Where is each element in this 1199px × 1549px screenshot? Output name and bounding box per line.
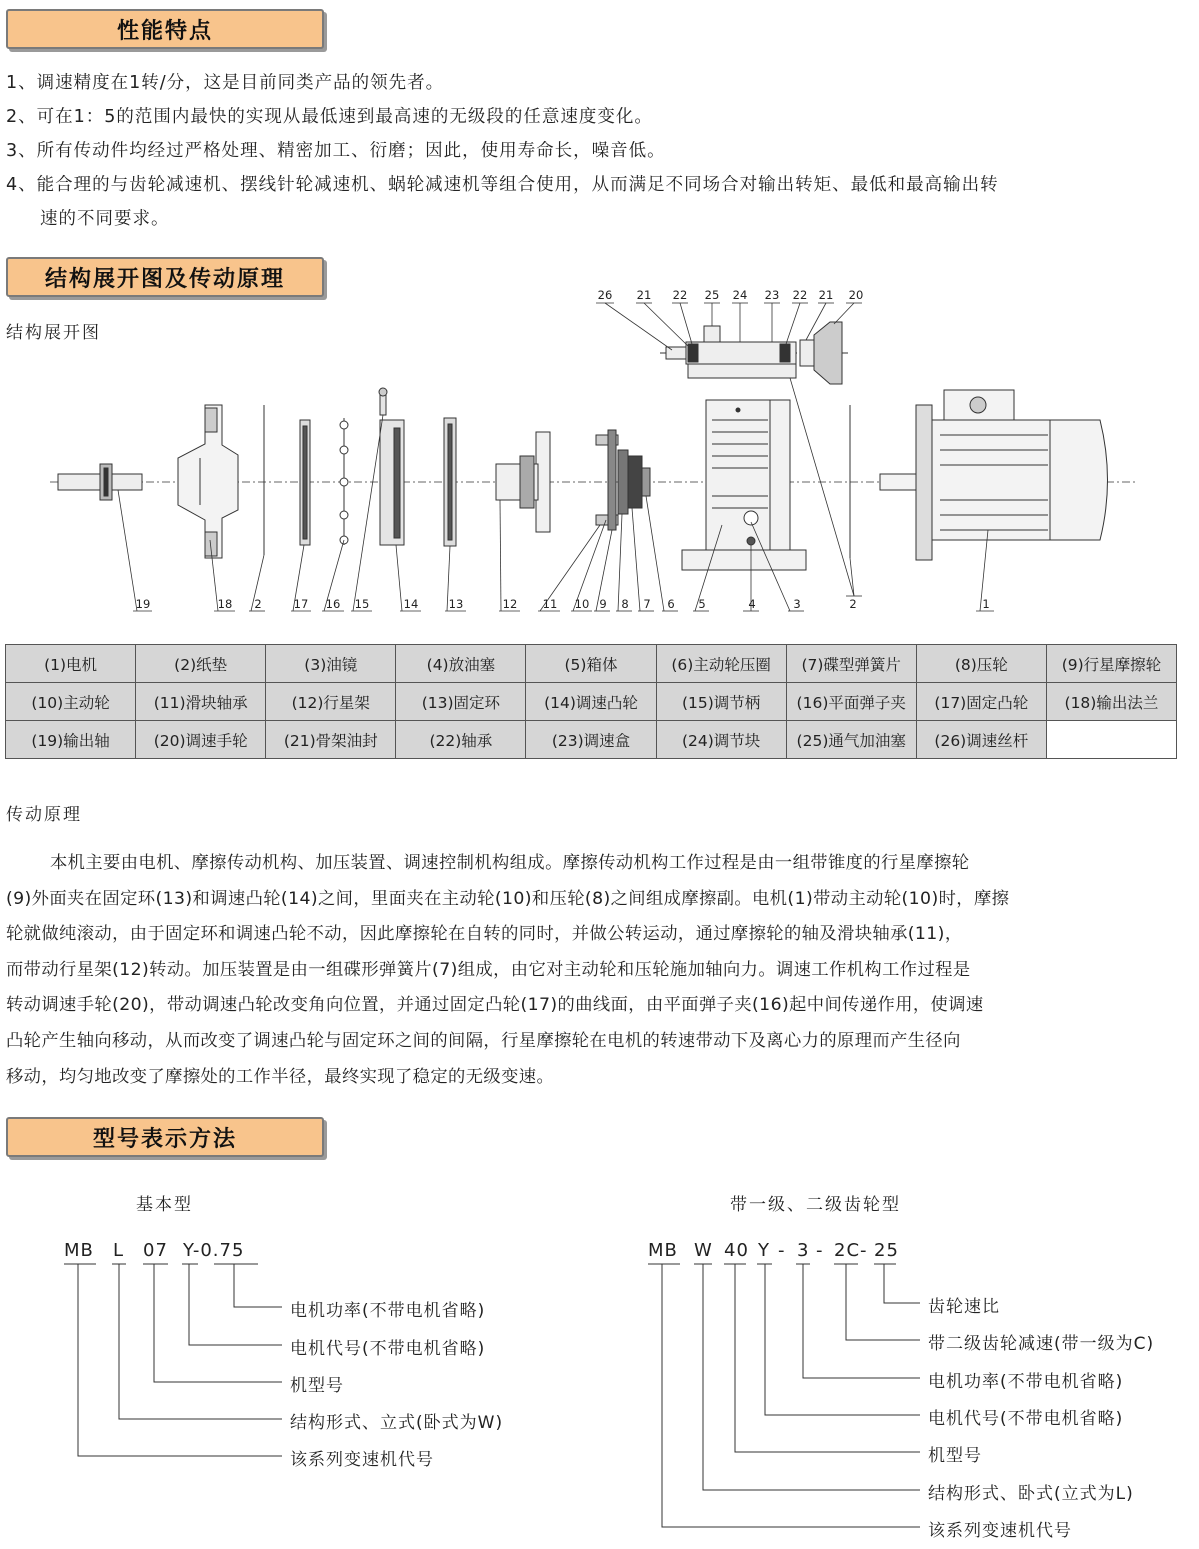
table-cell: (26)调速丝杆 (916, 721, 1046, 759)
feature-item: 4、能合理的与齿轮减速机、摆线针轮减速机、蜗轮减速机等组合使用，从而满足不同场合对输出转矩、最低和最高输出转 (6, 175, 999, 195)
principle-label: 传动原理 (6, 805, 82, 825)
callout-num: 11 (542, 597, 558, 611)
paragraph-line: 移动，均匀地改变了摩擦处的工作半径，最终实现了稳定的无级变速。 (6, 1066, 555, 1087)
table-cell: (13)固定环 (396, 683, 526, 721)
table-cell: (25)通气加油塞 (786, 721, 916, 759)
gear-desc: 该系列变速机代号 (928, 1521, 1072, 1541)
callout-num: 8 (621, 597, 629, 611)
table-cell: (20)调速手轮 (136, 721, 266, 759)
callout-num: 18 (217, 597, 233, 611)
table-cell: (8)压轮 (916, 645, 1046, 683)
model-code: 2C (834, 1240, 861, 1261)
model-code: - (860, 1240, 868, 1261)
gear-desc: 机型号 (928, 1446, 982, 1466)
table-cell: (16)平面弹子夹 (786, 683, 916, 721)
model-code: 3 (797, 1240, 810, 1261)
callout-num: 1 (982, 597, 990, 611)
table-cell: (12)行星架 (266, 683, 396, 721)
basic-desc: 电机代号(不带电机省略) (290, 1339, 486, 1359)
gear-desc: 电机代号(不带电机省略) (928, 1409, 1124, 1429)
table-cell: (3)油镜 (266, 645, 396, 683)
callout-num: 3 (793, 597, 801, 611)
model-code: 40 (724, 1240, 749, 1261)
basic-type-title: 基本型 (136, 1195, 193, 1215)
table-cell: (6)主动轮压圈 (656, 645, 786, 683)
paragraph-line: (9)外面夹在固定环(13)和调速凸轮(14)之间，里面夹在主动轮(10)和压轮(8)之间组成摩擦副。电机(1)带动主动轮(10)时，摩擦 (6, 888, 1010, 909)
callout-num: 5 (698, 597, 706, 611)
model-code: W (694, 1240, 713, 1261)
paragraph-line: 而带动行星架(12)转动。加压装置是由一组碟形弹簧片(7)组成，由它对主动轮和压轮施加轴向力。调速工作机构工作过程是 (6, 959, 971, 980)
model-code: Y (758, 1240, 770, 1261)
callout-num: 21 (636, 288, 652, 302)
callout-num: 20 (848, 288, 864, 302)
model-code: L (113, 1240, 125, 1261)
callout-num: 23 (764, 288, 780, 302)
callout-num: 21 (818, 288, 834, 302)
model-code: MB (648, 1240, 678, 1261)
feature-item: 3、所有传动件均经过严格处理、精密加工、衍磨；因此，使用寿命长，噪音低。 (6, 141, 666, 161)
table-cell: (17)固定凸轮 (916, 683, 1046, 721)
table-cell: (14)调速凸轮 (526, 683, 656, 721)
callout-num: 25 (704, 288, 720, 302)
table-cell: (18)输出法兰 (1046, 683, 1176, 721)
table-cell: (10)主动轮 (6, 683, 136, 721)
callout-num: 26 (597, 288, 613, 302)
model-header: 型号表示方法 (6, 1117, 324, 1157)
table-cell: (9)行星摩擦轮 (1046, 645, 1176, 683)
model-code: MB (64, 1240, 94, 1261)
model-code: - (778, 1240, 786, 1261)
table-cell: (1)电机 (6, 645, 136, 683)
feature-item-continued: 速的不同要求。 (40, 209, 170, 229)
callout-num: 24 (732, 288, 748, 302)
gear-desc: 结构形式、卧式(立式为L) (928, 1484, 1134, 1504)
callout-num: 17 (293, 597, 309, 611)
model-code: Y-0.75 (183, 1240, 245, 1261)
callout-num: 16 (325, 597, 341, 611)
callout-num: 15 (354, 597, 370, 611)
gear-desc: 带二级齿轮减速(带一级为C) (928, 1334, 1155, 1354)
gear-type-title: 带一级、二级齿轮型 (730, 1195, 901, 1215)
table-cell: (15)调节柄 (656, 683, 786, 721)
callout-num: 4 (748, 597, 756, 611)
basic-desc: 结构形式、立式(卧式为W) (290, 1413, 504, 1433)
gear-desc: 齿轮速比 (928, 1297, 1000, 1317)
model-code: - (816, 1240, 824, 1261)
paragraph-line: 轮就做纯滚动，由于固定环和调速凸轮不动，因此摩擦轮在自转的同时，并做公转运动，通过摩擦轮的轴及滑块轴承(11)， (6, 924, 963, 945)
callout-num: 7 (643, 597, 651, 611)
model-code: 07 (143, 1240, 168, 1261)
callout-num: 14 (403, 597, 419, 611)
callout-num: 9 (599, 597, 607, 611)
callout-num: 19 (135, 597, 151, 611)
features-header: 性能特点 (6, 9, 324, 49)
structure-header: 结构展开图及传动原理 (6, 257, 324, 297)
callout-num: 13 (448, 597, 464, 611)
feature-item: 2、可在1：5的范围内最快的实现从最低速到最高速的无级段的任意速度变化。 (6, 107, 653, 127)
callout-num: 2 (849, 597, 857, 611)
callout-num: 22 (792, 288, 808, 302)
gear-desc: 电机功率(不带电机省略) (928, 1372, 1124, 1392)
table-cell: (24)调节块 (656, 721, 786, 759)
table-cell: (11)滑块轴承 (136, 683, 266, 721)
table-cell: (7)碟型弹簧片 (786, 645, 916, 683)
paragraph-line: 凸轮产生轴向移动，从而改变了调速凸轮与固定环之间的间隔，行星摩擦轮在电机的转速带动下及离心力的原理而产生径向 (6, 1030, 961, 1051)
table-cell: (2)纸垫 (136, 645, 266, 683)
callout-num: 12 (502, 597, 518, 611)
basic-desc: 电机功率(不带电机省略) (290, 1301, 486, 1321)
callout-num: 6 (667, 597, 675, 611)
table-cell: (22)轴承 (396, 721, 526, 759)
callout-num: 22 (672, 288, 688, 302)
feature-item: 1、调速精度在1转/分，这是目前同类产品的领先者。 (6, 73, 445, 93)
paragraph-line: 转动调速手轮(20)，带动调速凸轮改变角向位置，并通过固定凸轮(17)的曲线面，由平面弹子夹(16)起中间传递作用，使调速 (6, 995, 984, 1016)
callout-num: 10 (574, 597, 590, 611)
callout-num: 2 (254, 597, 262, 611)
table-cell: (4)放油塞 (396, 645, 526, 683)
table-cell: (23)调速盒 (526, 721, 656, 759)
diagram-label: 结构展开图 (6, 323, 101, 343)
model-code: 25 (874, 1240, 899, 1261)
table-cell: (5)箱体 (526, 645, 656, 683)
table-cell: (21)骨架油封 (266, 721, 396, 759)
basic-desc: 该系列变速机代号 (290, 1450, 434, 1470)
paragraph-line: 本机主要由电机、摩擦传动机构、加压装置、调速控制机构组成。摩擦传动机构工作过程是由一组带锥度的行星摩擦轮 (50, 853, 970, 873)
table-cell: (19)输出轴 (6, 721, 136, 759)
basic-desc: 机型号 (290, 1376, 344, 1396)
